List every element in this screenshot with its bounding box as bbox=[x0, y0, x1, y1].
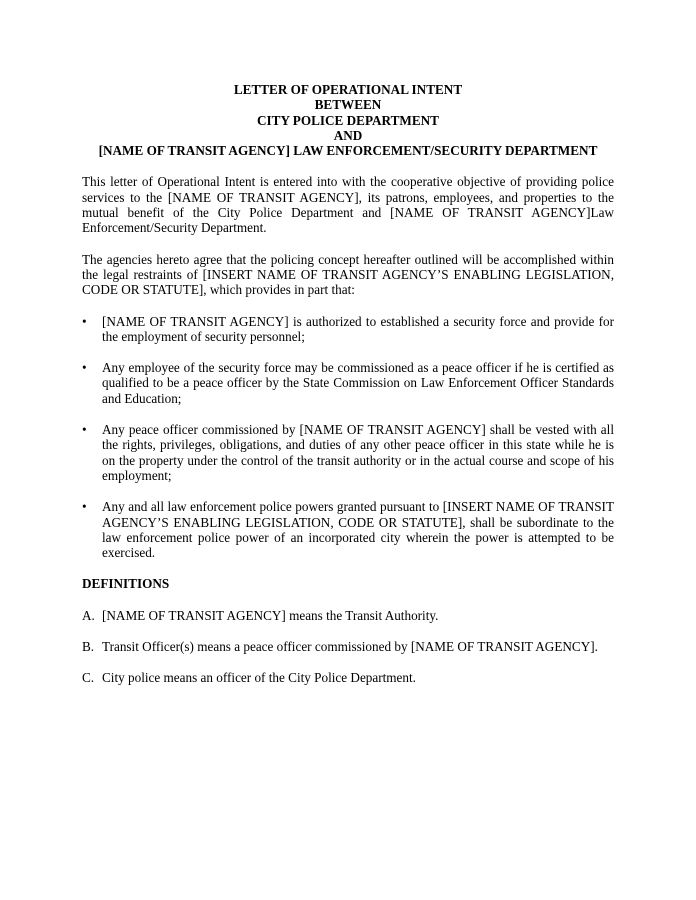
definition-text: City police means an officer of the City Police Department. bbox=[102, 670, 416, 686]
definition-item bbox=[82, 670, 614, 685]
list-item-text: Any and all law enforcement police powers granted pursuant to [INSERT NAME OF TRANSIT AGENCY’S ENABLING LEGISLATION, CODE OR STATUTE], shall be subordinate to the law enforcement police power of an incorporated city wherein the power is attempted to be exercised. bbox=[102, 499, 614, 561]
definition-item bbox=[82, 608, 614, 623]
definition-text: Transit Officer(s) means a peace officer commissioned by [NAME OF TRANSIT AGENCY]. bbox=[102, 639, 598, 655]
title-line: [NAME OF TRANSIT AGENCY] LAW ENFORCEMENT/SECURITY DEPARTMENT bbox=[98, 143, 598, 159]
title-line: BETWEEN bbox=[314, 97, 382, 113]
agreement-paragraph: The agencies hereto agree that the policing concept hereafter outlined will be accomplished within the legal restraints of [INSERT NAME OF TRANSIT AGENCY’S ENABLING LEGISLATION, CODE OR STATUTE], which provides in part that: bbox=[82, 251, 614, 298]
list-item-text: Any employee of the security force may be commissioned as a peace officer if he is certified as qualified to be a peace officer by the State Commission on Law Enforcement Officer Standards and Education; bbox=[102, 360, 614, 406]
definition-letter: B. bbox=[82, 639, 95, 655]
definition-letter: C. bbox=[82, 670, 95, 686]
document-page bbox=[82, 82, 614, 702]
intro-paragraph: This letter of Operational Intent is entered into with the cooperative objective of providing police services to the [NAME OF TRANSIT AGENCY], its patrons, employees, and properties to the mutual benefit of the City Police Department and [NAME OF TRANSIT AGENCY]Law Enforcement/Security Department. bbox=[82, 174, 614, 236]
title-line: AND bbox=[333, 127, 363, 143]
bullet-icon: • bbox=[82, 360, 87, 376]
definition-item bbox=[82, 639, 614, 654]
list-item bbox=[82, 499, 614, 560]
definition-letter: A. bbox=[82, 607, 95, 623]
list-item bbox=[82, 422, 614, 483]
provisions-list bbox=[82, 314, 614, 561]
bullet-icon: • bbox=[82, 499, 87, 515]
title-line: LETTER OF OPERATIONAL INTENT bbox=[233, 82, 463, 97]
title-line: CITY POLICE DEPARTMENT bbox=[257, 112, 439, 128]
definitions-heading: DEFINITIONS bbox=[82, 576, 170, 592]
bullet-icon: • bbox=[82, 313, 87, 329]
list-item-text: [NAME OF TRANSIT AGENCY] is authorized to established a security force and provide for the employment of security personnel; bbox=[102, 313, 614, 344]
list-item bbox=[82, 360, 614, 406]
list-item-text: Any peace officer commissioned by [NAME OF TRANSIT AGENCY] shall be vested with all the rights, privileges, obligations, and duties of any other peace officer in this state while he is on the property under the control of the transit authority or in the actual course and scope of his employment; bbox=[102, 422, 614, 483]
definitions-list bbox=[82, 608, 614, 686]
document-title bbox=[82, 82, 614, 158]
bullet-icon: • bbox=[82, 422, 87, 438]
list-item bbox=[82, 314, 614, 345]
definition-text: [NAME OF TRANSIT AGENCY] means the Transit Authority. bbox=[102, 607, 439, 623]
